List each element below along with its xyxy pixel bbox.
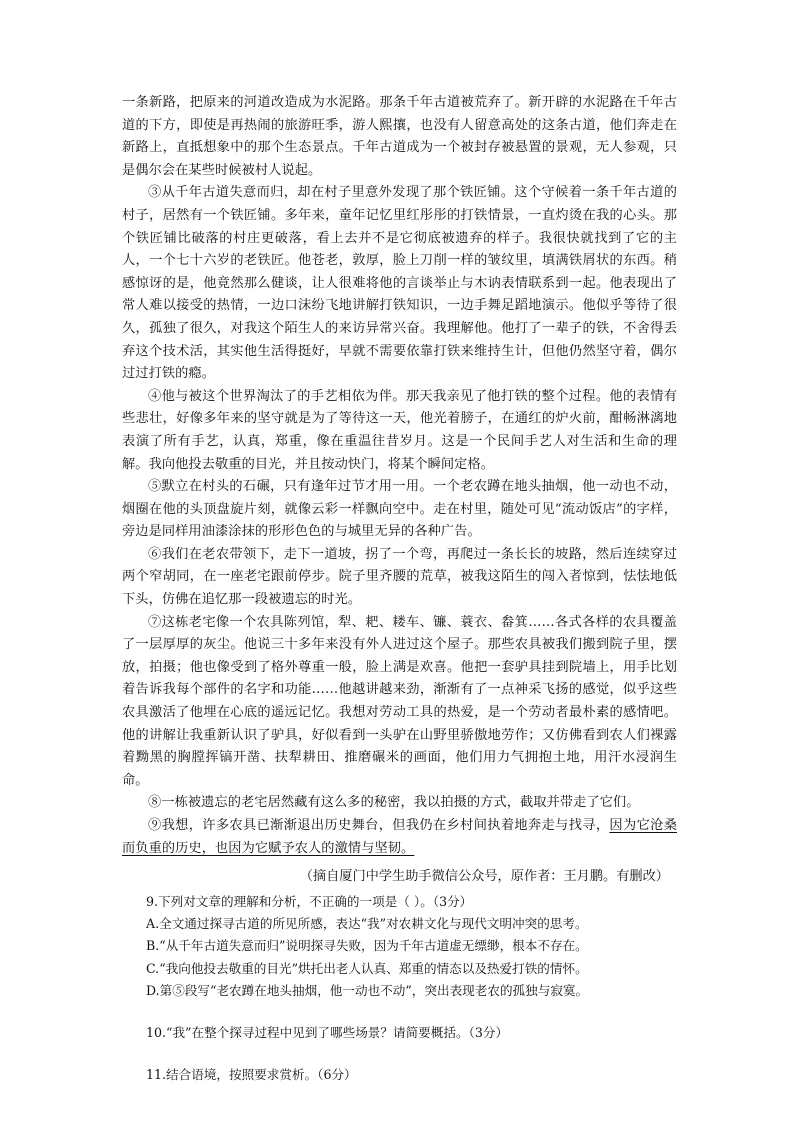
underlined-sentence: 因为它沧桑而负重的历史，也因为它赋予农人的激情与坚韧。 [122, 818, 677, 856]
question-9-option-b: B.“从千年古道失意而归”说明探寻失败，因为千年古道虚无缥缈，根本不存在。 [146, 938, 588, 954]
question-9 [146, 891, 677, 1003]
question-9-stem: 9.下列对文章的理解和分析，不正确的一项是（ ）。（3分） [146, 893, 473, 909]
paragraph-7: ⑦这栋老宅像一个农具陈列馆，犁、耙、耧车、镰、蓑衣、畚箕……各式各样的农具覆盖了一层厚厚的灰尘。他说三十多年来没有外人进过这个屋子。那些农具被我们搬到院子里，摆放，拍摄；他也像受到了格外尊重一般，脸上满是欢喜。他把一套驴具挂到院墙上，用手比划着告诉我每个部件的名字和功能……他越讲越来劲，渐渐有了一点神采飞扬的感觉，似乎这些农具激活了他埋在心底的遥远记忆。我想对劳动工具的热爱，是一个劳动者最朴素的感情吧。他的讲解让我重新认识了驴具，好似看到一头驴在山野里骄傲地劳作；又仿佛看到农人们裸露着黝黑的胸膛挥镐开凿、扶犁耕田、推磨碾米的画面，他们用力气拥抱土地，用汗水浸润生命。 [122, 614, 677, 788]
paragraph-8: ⑧一栋被遗忘的老宅居然藏有这么多的秘密，我以拍摄的方式，截取并带走了它们。 [148, 795, 640, 811]
question-11-stem: 11.结合语境，按照要求赏析。（6分） [146, 1067, 357, 1083]
question-9-option-d: D.第⑤段写“老农蹲在地头抽烟，他一动也不动”，突出表现老农的孤独与寂寞。 [146, 983, 589, 998]
paragraph-6: ⑥我们在老农带领下，走下一道坡，拐了一个弯，再爬过一条长长的坡路，然后连续穿过两个窄胡同，在一座老宅跟前停步。院子里齐腰的荒草，被我这陌生的闯入者惊到，怯怯地低下头，仿佛在追忆那一段被遗忘的时光。 [122, 546, 677, 608]
paragraph-5: ⑤默立在村头的石碾，只有逢年过节才用一用。一个老农蹲在地头抽烟，他一动也不动，烟圈在他的头顶盘旋片刻，就像云彩一样飘向空中。走在村里，随处可见“流动饭店”的字样，旁边是同样用油漆涂抹的形形色色的与城里无异的各种广告。 [122, 479, 677, 540]
document-page [122, 92, 677, 1086]
paragraph-4: ④他与被这个世界淘汰了的手艺相依为伴。那天我亲见了他打铁的整个过程。他的表情有些悲壮，好像多年来的坚守就是为了等待这一天，他光着膀子，在通红的炉火前，酣畅淋漓地表演了所有手艺，认真，郑重，像在重温往昔岁月。这是一个民间手艺人对生活和生命的理解。我向他投去敬重的目光，并且按动快门，将某个瞬间定格。 [122, 388, 677, 472]
question-10 [146, 1022, 677, 1044]
paragraph-9 [122, 815, 677, 860]
question-11 [146, 1064, 677, 1086]
question-10-stem: 10.“我”在整个探寻过程中见到了哪些场景？请简要概括。（3分） [146, 1025, 509, 1041]
question-9-option-c: C.“我向他投去敬重的目光”烘托出老人认真、郑重的情态以及热爱打铁的情怀。 [146, 960, 588, 976]
source-citation: （摘自厦门中学生助手微信公众号，原作者：王月鹏。有删改） [299, 869, 669, 885]
paragraph-3: ③从千年古道失意而归，却在村子里意外发现了那个铁匠铺。这个守候着一条千年古道的村子，居然有一个铁匠铺。多年来，童年记忆里红彤彤的打铁情景，一直灼烫在我的心头。那个铁匠铺比破落的村庄更破落，看上去并不是它彻底被遗弃的样子。我很快就找到了它的主人，一个七十六岁的老铁匠。他苍老，敦厚，脸上刀削一样的皱纹里，填满铁屑状的东西。稍感惊讶的是，他竟然那么健谈，让人很难将他的言谈举止与木讷表情联系到一起。他表现出了常人难以接受的热情，一边口沫纷飞地讲解打铁知识，一边手舞足蹈地演示。他似乎等待了很久，孤独了很久，对我这个陌生人的来访异常兴奋。我理解他。他打了一辈子的铁，不舍得丢弃这个技术活，其实他生活得挺好，早就不需要依靠打铁来维持生计，但他仍然坚守着，偶尔过过打铁的瘾。 [122, 185, 677, 382]
paragraph-intro: 一条新路，把原来的河道改造成为水泥路。那条千年古道被荒弃了。新开辟的水泥路在千年古道的下方，即使是再热闹的旅游旺季，游人熙攘，也没有人留意高处的这条古道，他们奔走在新路上，直抵想象中的那个生态景点。千年古道成为一个被封存被悬置的景观，无人参观，只是偶尔会在某些时候被村人说起。 [122, 95, 677, 178]
question-9-option-a: A.全文通过探寻古道的所见所感，表达“我”对农耕文化与现代文明冲突的思考。 [146, 915, 588, 931]
paragraph-9-text: ⑨我想，许多农具已渐渐退出历史舞台，但我仍在乡村间执着地奔走与找寻， [148, 818, 610, 833]
